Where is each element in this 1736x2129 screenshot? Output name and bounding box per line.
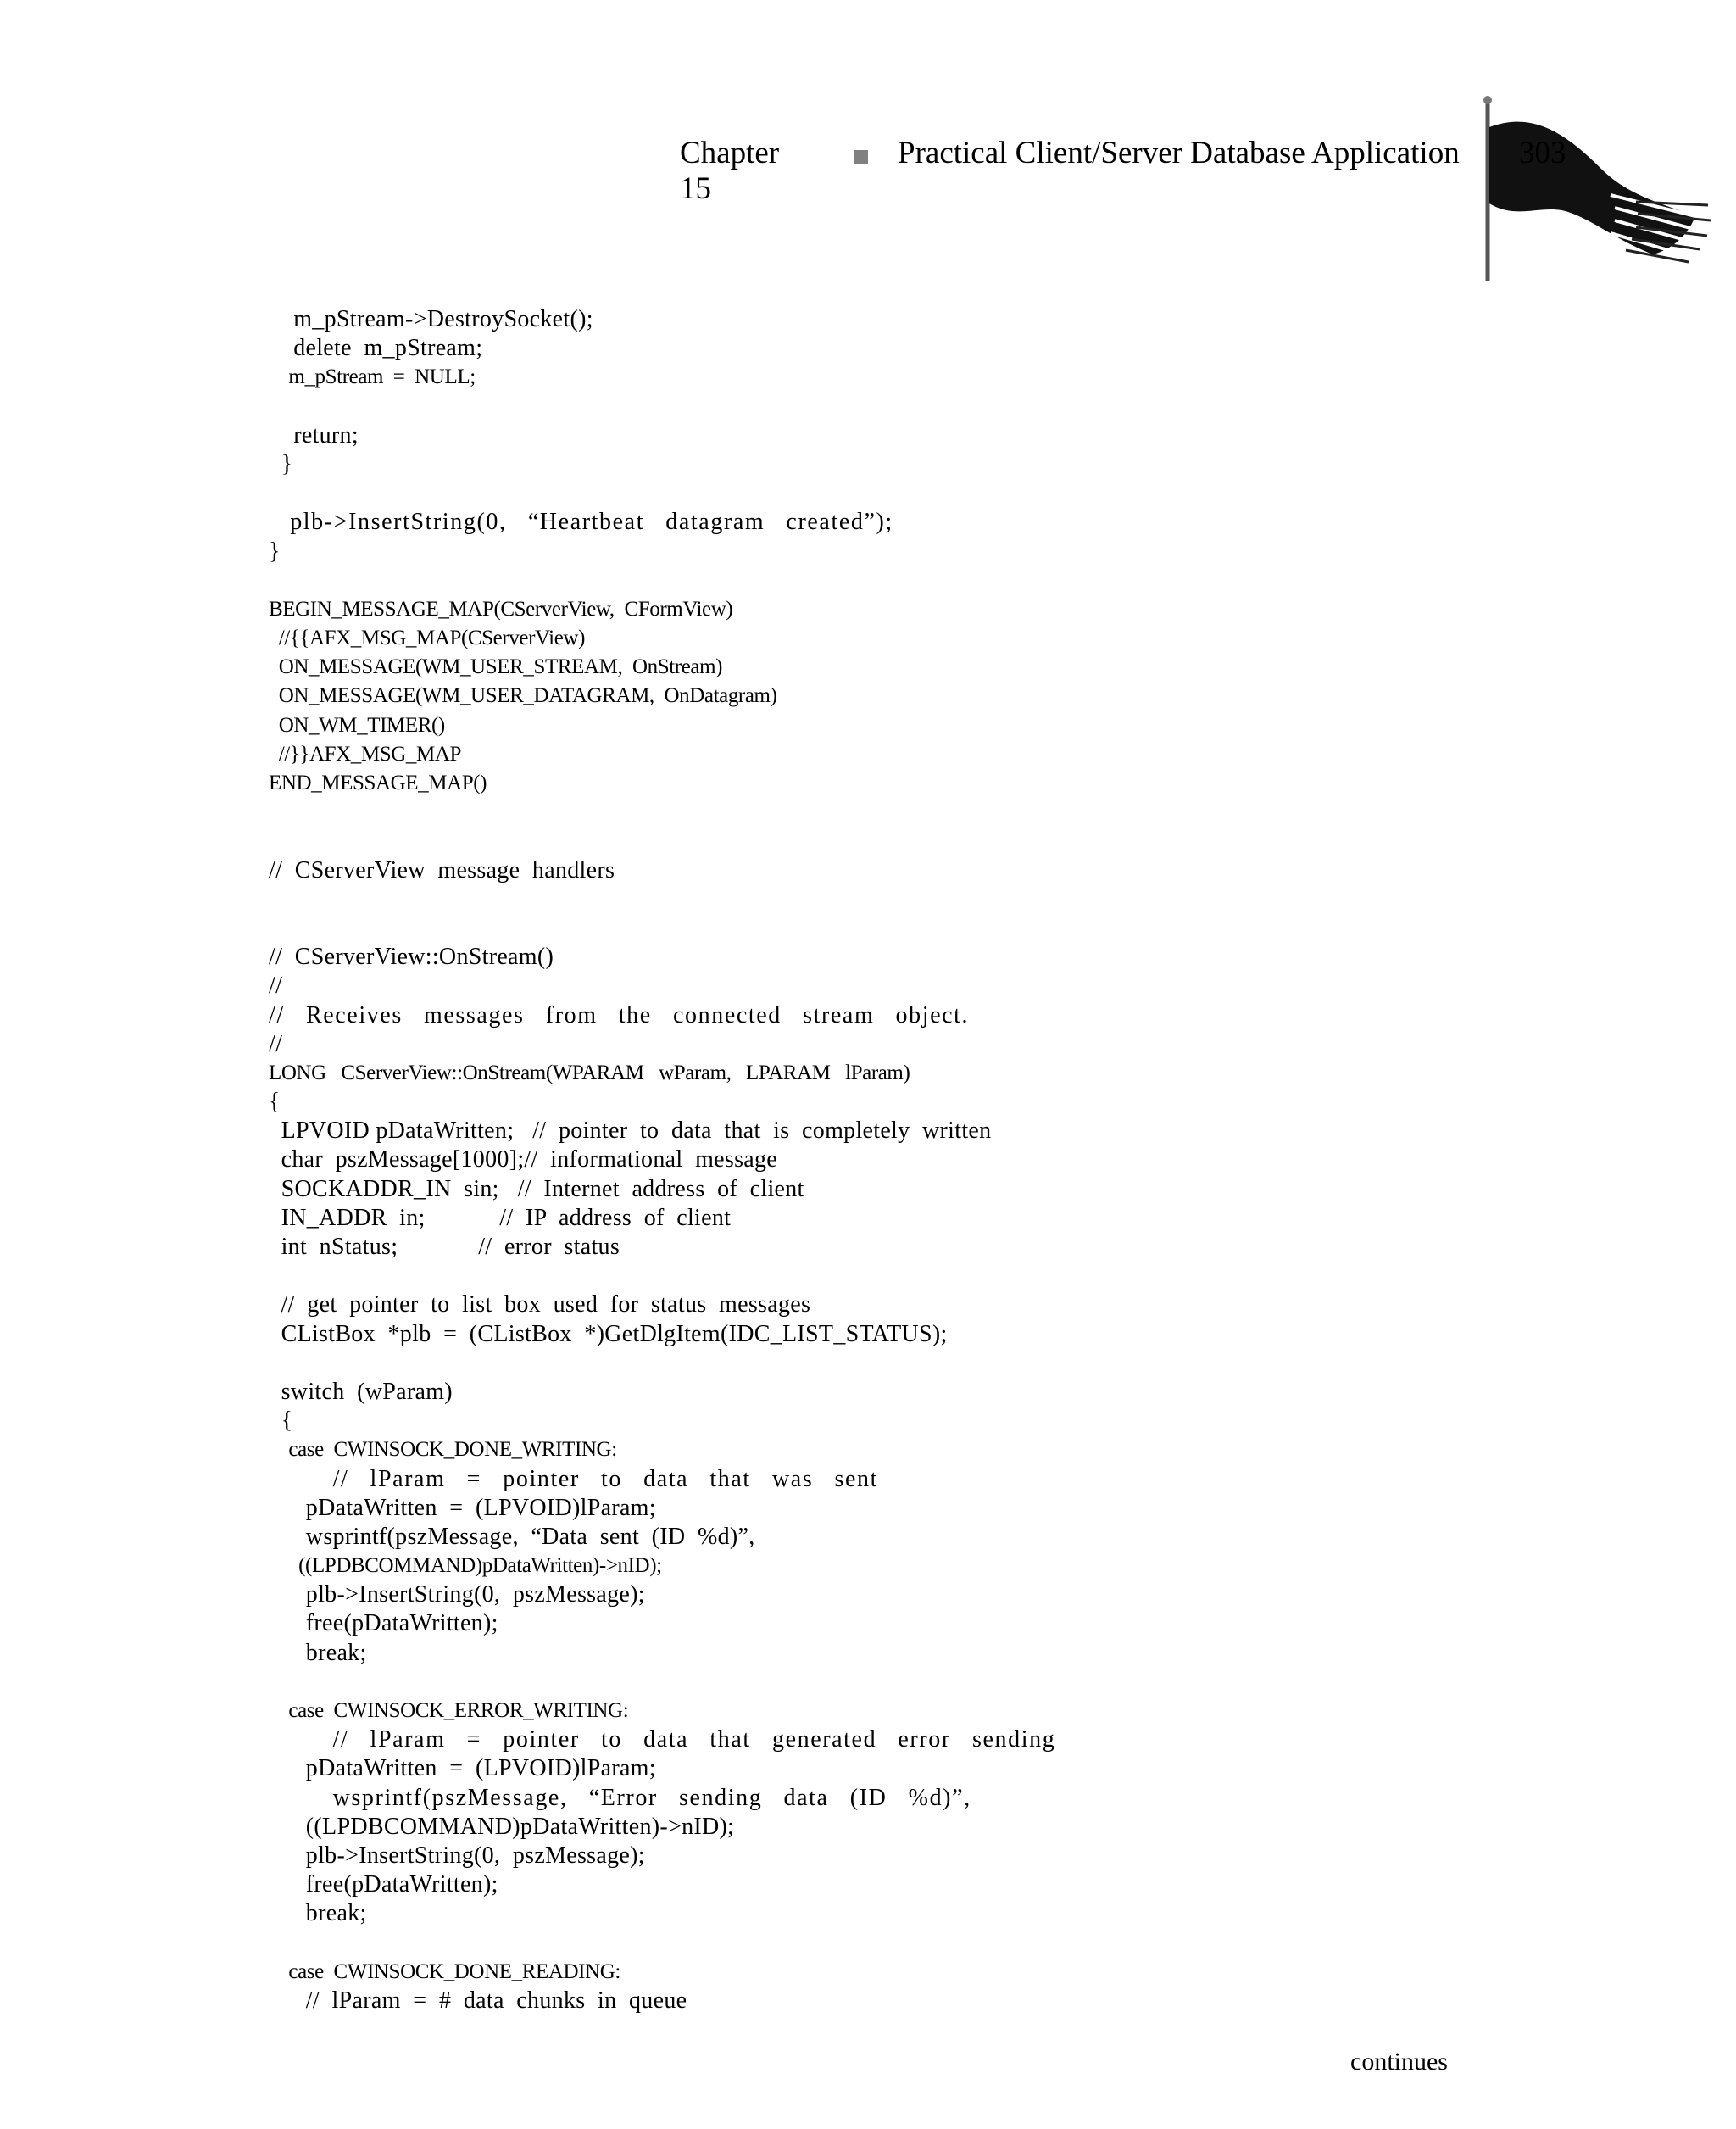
page-number: 303 bbox=[1519, 136, 1566, 170]
page-header bbox=[0, 0, 1736, 288]
code-line: case CWINSOCK_ERROR_WRITING: bbox=[269, 1699, 629, 1722]
code-line: wsprintf(pszMessage, “Error sending data (ID %d)”, bbox=[269, 1784, 971, 1811]
code-line: free(pDataWritten); bbox=[269, 1871, 498, 1898]
code-line: case CWINSOCK_DONE_READING: bbox=[269, 1959, 620, 1983]
code-line bbox=[269, 914, 1472, 943]
code-line bbox=[269, 885, 1472, 914]
code-line: // bbox=[269, 973, 283, 1000]
code-line: return; bbox=[269, 421, 359, 449]
code-line bbox=[269, 1668, 1472, 1697]
code-line: m_pStream = NULL; bbox=[269, 365, 476, 389]
code-line: LONG CServerView::OnStream(WPARAM wParam, LPARAM lParam) bbox=[269, 1061, 910, 1084]
gray-square-icon bbox=[854, 150, 868, 164]
code-line: SOCKADDR_IN sin; // Internet address of client bbox=[269, 1175, 804, 1202]
code-line: ON_MESSAGE(WM_USER_STREAM, OnStream) bbox=[269, 655, 723, 679]
code-line: ON_MESSAGE(WM_USER_DATAGRAM, OnDatagram) bbox=[269, 684, 777, 708]
code-line bbox=[269, 479, 1472, 508]
code-line bbox=[269, 1262, 1472, 1290]
code-line: IN_ADDR in; // IP address of client bbox=[269, 1204, 732, 1231]
continues-label: continues bbox=[1350, 2048, 1448, 2076]
code-line bbox=[269, 798, 1472, 827]
code-line: END_MESSAGE_MAP() bbox=[269, 772, 487, 794]
waving-flag-icon bbox=[1441, 93, 1721, 288]
code-line: ((LPDBCOMMAND)pDataWritten)->nID); bbox=[269, 1554, 662, 1578]
code-line bbox=[269, 393, 1472, 421]
code-line: pDataWritten = (LPVOID)lParam; bbox=[269, 1755, 656, 1782]
code-line: free(pDataWritten); bbox=[269, 1610, 498, 1637]
code-line: CListBox *plb = (CListBox *)GetDlgItem(IDC_LIST_STATUS); bbox=[269, 1320, 948, 1347]
code-line: wsprintf(pszMessage, “Data sent (ID %d)”, bbox=[269, 1523, 755, 1550]
code-line: delete m_pStream; bbox=[269, 335, 483, 362]
running-title: Practical Client/Server Database Application bbox=[898, 136, 1460, 170]
code-line: case CWINSOCK_DONE_WRITING: bbox=[269, 1438, 617, 1462]
code-line bbox=[269, 566, 1472, 595]
code-line: ((LPDBCOMMAND)pDataWritten)->nID); bbox=[269, 1813, 735, 1840]
code-line: // lParam = # data chunks in queue bbox=[269, 1987, 687, 2014]
code-line: LPVOID pDataWritten; // pointer to data that is completely written bbox=[269, 1117, 992, 1145]
code-line: break; bbox=[269, 1900, 367, 1927]
code-line: char pszMessage[1000];// informational message bbox=[269, 1146, 778, 1173]
code-line: plb->InsertString(0, pszMessage); bbox=[269, 1842, 645, 1869]
code-line: // CServerView message handlers bbox=[269, 856, 615, 883]
code-line: // lParam = pointer to data that generated error sending bbox=[269, 1726, 1056, 1753]
code-line: // bbox=[269, 1030, 283, 1057]
code-line: } bbox=[269, 538, 281, 565]
code-line: // CServerView::OnStream() bbox=[269, 944, 554, 971]
code-line: switch (wParam) bbox=[269, 1378, 453, 1405]
code-line: plb->InsertString(0, pszMessage); bbox=[269, 1581, 645, 1608]
code-line: //}}AFX_MSG_MAP bbox=[269, 742, 461, 766]
code-listing bbox=[269, 305, 1472, 2015]
code-line bbox=[269, 1929, 1472, 1958]
code-line: // lParam = pointer to data that was sent bbox=[269, 1465, 879, 1492]
code-line: m_pStream->DestroySocket(); bbox=[269, 306, 593, 332]
code-line: //{{AFX_MSG_MAP(CServerView) bbox=[269, 627, 585, 650]
code-line: ON_WM_TIMER() bbox=[269, 713, 445, 737]
code-line: // Receives messages from the connected stream object. bbox=[269, 1001, 970, 1028]
code-line: } bbox=[269, 450, 293, 477]
code-line: int nStatus; // error status bbox=[269, 1234, 620, 1260]
code-line: plb->InsertString(0, “Heartbeat datagram created”); bbox=[269, 509, 893, 536]
code-line: // get pointer to list box used for status messages bbox=[269, 1291, 811, 1318]
code-line: pDataWritten = (LPVOID)lParam; bbox=[269, 1494, 656, 1521]
code-line bbox=[269, 1349, 1472, 1378]
code-line: BEGIN_MESSAGE_MAP(CServerView, CFormView) bbox=[269, 597, 733, 621]
chapter-label: Chapter 15 bbox=[680, 136, 780, 206]
code-line bbox=[269, 827, 1472, 856]
code-line: break; bbox=[269, 1639, 367, 1666]
code-line: { bbox=[269, 1407, 293, 1435]
code-line: { bbox=[269, 1089, 281, 1116]
